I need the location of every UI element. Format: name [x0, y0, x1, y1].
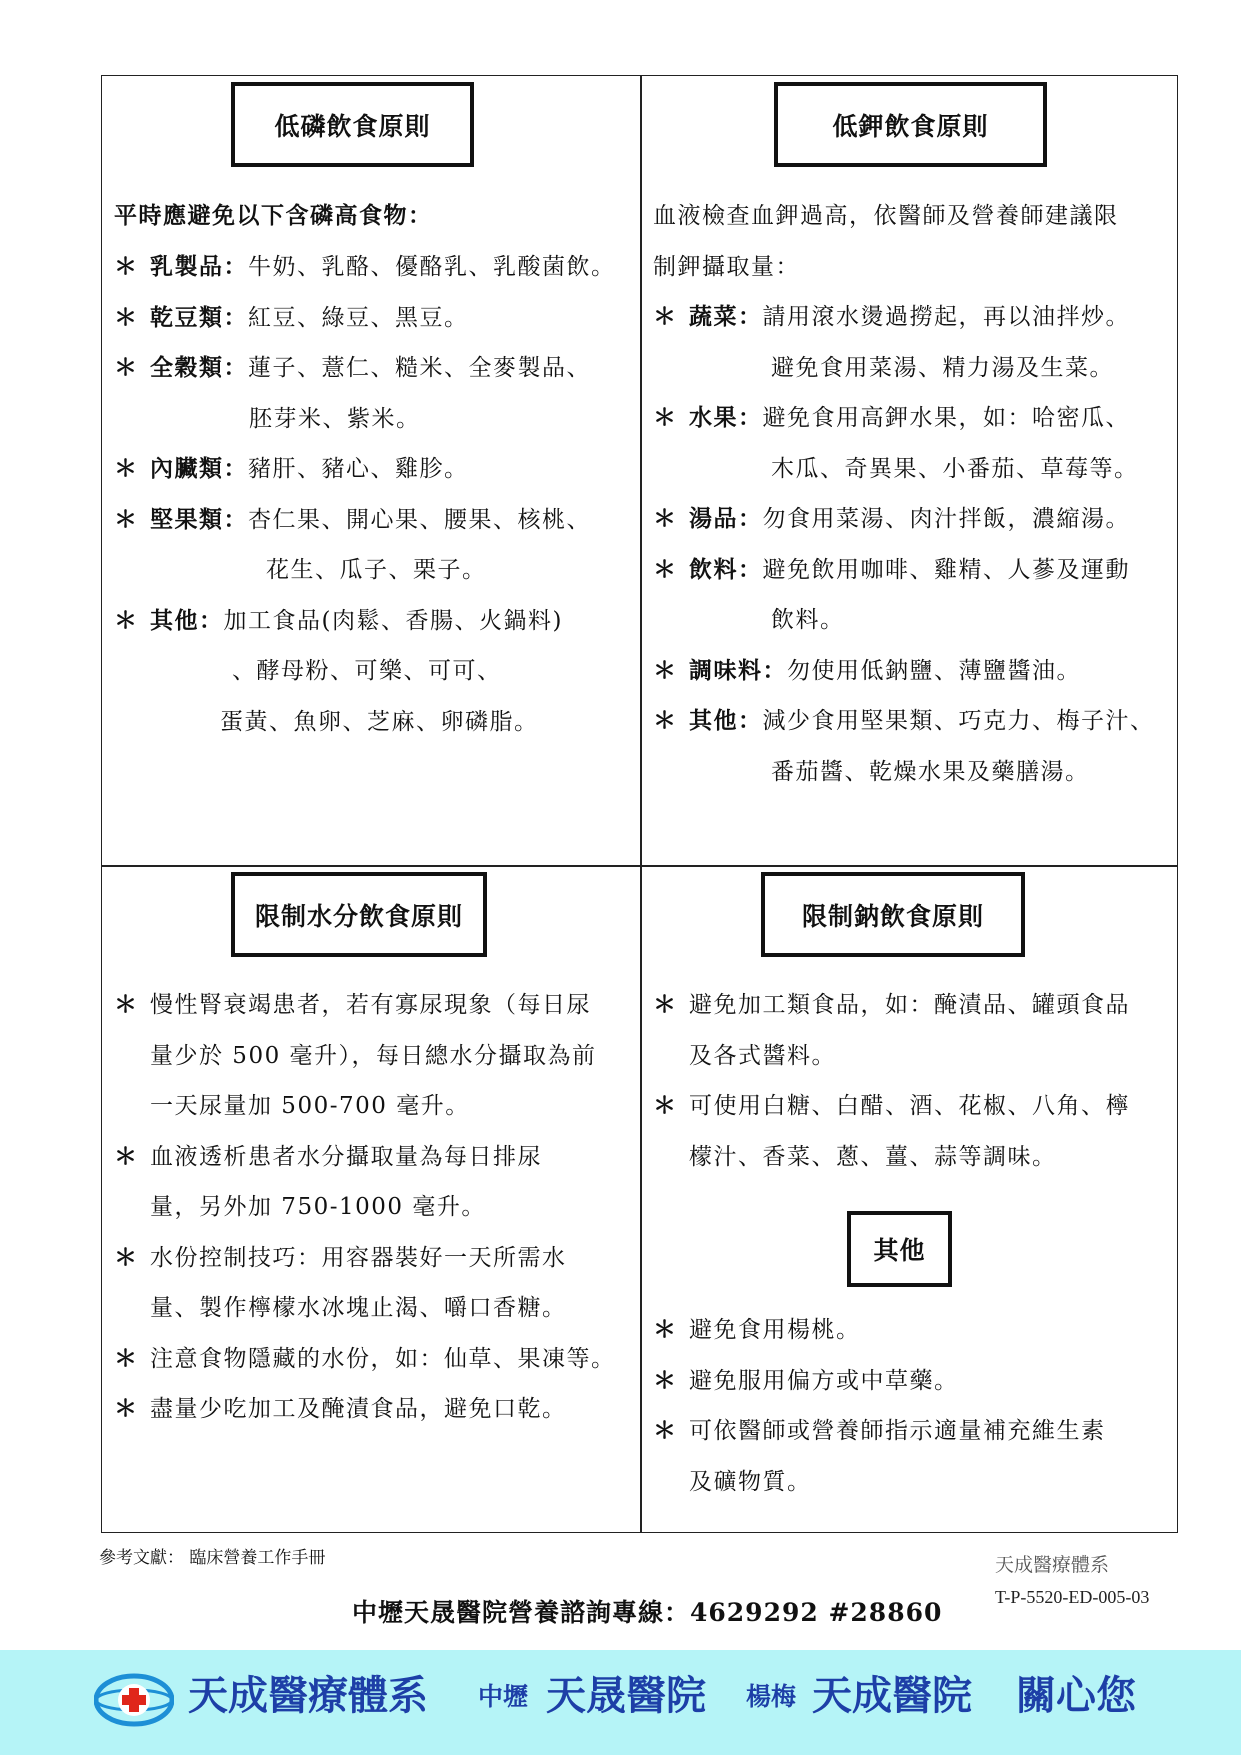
- item-text: 血液透析患者水分攝取量為每日排尿: [150, 1143, 542, 1170]
- list-item: [771, 454, 1139, 484]
- banner-hospital-tiansheng: 天晟醫院: [546, 1673, 706, 1719]
- item-text: 避免飲用咖啡、雞精、人蔘及運動: [762, 556, 1130, 583]
- item-label: 水果：: [689, 404, 763, 431]
- item-text: 量、製作檸檬水冰塊止渴、嚼口香糖。: [150, 1295, 567, 1321]
- list-item: [266, 555, 487, 585]
- item-continuation: 、酵母粉、可樂、可可、: [232, 658, 502, 684]
- banner-system-name: 天成醫療體系: [188, 1673, 428, 1719]
- list-item: [653, 1091, 1130, 1121]
- item-continuation: 避免食用菜湯、精力湯及生菜。: [771, 354, 1114, 381]
- asterisk-bullet: ＊: [653, 1316, 678, 1343]
- asterisk-bullet: ＊: [653, 303, 678, 330]
- item-label: 堅果類：: [150, 505, 248, 533]
- item-text: 減少食用堅果類、巧克力、梅子汁、: [762, 708, 1155, 734]
- item-continuation: 蛋黃、魚卵、芝麻、卵磷脂。: [220, 708, 539, 735]
- red-cross-globe-icon: [94, 1670, 174, 1730]
- list-item: [114, 252, 616, 282]
- section-title: 限制水分飲食原則: [231, 872, 487, 957]
- list-item: [653, 1416, 1106, 1446]
- item-text: 請用滾水燙過撈起，再以油拌炒。: [762, 304, 1130, 330]
- item-continuation: 飲料。: [771, 607, 845, 633]
- document-code: T-P-5520-ED-005-03: [995, 1587, 1150, 1607]
- list-item: [653, 990, 1130, 1020]
- section-title: 限制鈉飲食原則: [761, 872, 1025, 957]
- item-text: 牛奶、乳酪、優酪乳、乳酸菌飲。: [248, 254, 616, 280]
- list-item: [653, 555, 1130, 585]
- list-item: [771, 605, 845, 635]
- water-restriction-section: [102, 866, 640, 1533]
- list-item: [114, 1142, 542, 1172]
- item-text: 注意食物隱藏的水份，如：仙草、果凍等。: [150, 1345, 616, 1372]
- banner-location-zhongli: 中壢: [478, 1682, 529, 1711]
- list-item: [114, 303, 469, 333]
- asterisk-bullet: ＊: [114, 253, 139, 280]
- list-item: [114, 1344, 616, 1374]
- section-title: 低鉀飲食原則: [774, 82, 1047, 167]
- banner-location-yangmei: 楊梅: [746, 1682, 797, 1711]
- item-label: 其他：: [150, 606, 224, 634]
- item-text: 水份控制技巧：用容器裝好一天所需水: [150, 1244, 567, 1271]
- item-text: 慢性腎衰竭患者，若有寡尿現象（每日尿: [150, 992, 591, 1018]
- item-text: 可使用白糖、白醋、酒、花椒、八角、檸: [689, 1093, 1130, 1119]
- list-item: [150, 1091, 470, 1121]
- item-label: 內臟類：: [150, 455, 248, 482]
- asterisk-bullet: ＊: [114, 1344, 139, 1372]
- item-label: 蔬菜：: [689, 303, 763, 330]
- banner-hospital-tiancheng: 天成醫院: [812, 1673, 972, 1719]
- list-item: [653, 403, 1130, 433]
- asterisk-bullet: ＊: [653, 1417, 678, 1444]
- item-label: 其他：: [689, 707, 763, 734]
- list-item: [150, 1192, 486, 1222]
- low-potassium-section: [641, 76, 1178, 865]
- item-continuation: 木瓜、奇異果、小番茄、草莓等。: [771, 455, 1139, 482]
- list-item: [114, 606, 563, 636]
- item-label: 乾豆類：: [150, 303, 248, 331]
- asterisk-bullet: ＊: [114, 1395, 139, 1422]
- sodium-restriction-section: [641, 866, 1178, 1533]
- list-item: [114, 990, 591, 1020]
- list-item: [114, 1394, 567, 1424]
- item-label: 飲料：: [689, 555, 763, 583]
- asterisk-bullet: ＊: [114, 303, 139, 331]
- asterisk-bullet: ＊: [653, 656, 678, 684]
- item-text: 避免加工類食品，如：醃漬品、罐頭食品: [689, 992, 1130, 1018]
- item-label: 調味料：: [689, 656, 787, 684]
- list-item: [771, 353, 1114, 383]
- item-text: 蓮子、薏仁、糙米、全麥製品、: [248, 355, 591, 381]
- low-phosphorus-section: [102, 76, 640, 865]
- list-item: [249, 404, 421, 434]
- item-text: 量，另外加 750-1000 毫升。: [150, 1194, 486, 1220]
- asterisk-bullet: ＊: [114, 505, 139, 533]
- asterisk-bullet: ＊: [653, 1092, 678, 1119]
- item-text: 及各式醬料。: [689, 1042, 836, 1069]
- list-item: [653, 1315, 861, 1345]
- section-intro: 平時應避免以下含磷高食物：: [114, 202, 433, 229]
- item-text: 量少於 500 毫升），每日總水分攝取為前: [150, 1042, 597, 1069]
- section-intro-cont: 制鉀攝取量：: [653, 254, 800, 280]
- item-continuation: 胚芽米、紫米。: [249, 405, 421, 432]
- list-item: [114, 454, 469, 484]
- asterisk-bullet: ＊: [653, 1366, 678, 1394]
- item-continuation: 花生、瓜子、栗子。: [266, 557, 487, 583]
- item-text: 豬肝、豬心、雞胗。: [248, 456, 469, 482]
- item-text: 避免食用楊桃。: [689, 1317, 861, 1343]
- item-label: 湯品：: [689, 505, 763, 532]
- list-item: [653, 656, 1081, 686]
- item-text: 避免服用偏方或中草藥。: [689, 1367, 959, 1394]
- section-title: 低磷飲食原則: [231, 82, 474, 167]
- item-label: 全穀類：: [150, 354, 248, 381]
- asterisk-bullet: ＊: [114, 455, 139, 482]
- organization-name: 天成醫療體系: [995, 1555, 1110, 1576]
- item-text: 紅豆、綠豆、黑豆。: [248, 304, 469, 331]
- list-item: [150, 1293, 567, 1323]
- item-text: 杏仁果、開心果、腰果、核桃、: [248, 506, 591, 533]
- list-item: [232, 656, 502, 686]
- item-text: 及礦物質。: [689, 1468, 812, 1495]
- list-item: [653, 504, 1130, 534]
- list-item: [653, 706, 1155, 736]
- asterisk-bullet: ＊: [114, 1142, 139, 1170]
- list-item: [114, 1243, 567, 1273]
- item-text: 檬汁、香菜、蔥、薑、蒜等調味。: [689, 1143, 1057, 1170]
- item-text: 一天尿量加 500-700 毫升。: [150, 1093, 470, 1119]
- item-text: 盡量少吃加工及醃漬食品，避免口乾。: [150, 1396, 567, 1422]
- list-item: [653, 302, 1130, 332]
- list-item: [114, 505, 591, 535]
- asterisk-bullet: ＊: [114, 606, 139, 634]
- list-item: [220, 707, 539, 737]
- item-text: 勿食用菜湯、肉汁拌飯，濃縮湯。: [762, 506, 1130, 532]
- item-text: 加工食品(肉鬆、香腸、火鍋料): [223, 607, 563, 634]
- item-text: 避免食用高鉀水果，如：哈密瓜、: [762, 405, 1130, 431]
- list-item: [653, 1366, 959, 1396]
- guideline-grid: [101, 75, 1178, 1533]
- section-intro: 血液檢查血鉀過高，依醫師及營養師建議限: [653, 203, 1119, 229]
- hospital-banner: [0, 1650, 1241, 1755]
- asterisk-bullet: ＊: [114, 991, 139, 1018]
- asterisk-bullet: ＊: [114, 354, 139, 381]
- asterisk-bullet: ＊: [653, 404, 678, 431]
- section-title: 其他: [847, 1211, 952, 1287]
- list-item: [150, 1041, 597, 1071]
- asterisk-bullet: ＊: [114, 1243, 139, 1271]
- banner-care-slogan: 關心您: [1016, 1673, 1136, 1719]
- asterisk-bullet: ＊: [653, 505, 678, 532]
- list-item: [114, 353, 591, 383]
- item-text: 勿使用低鈉鹽、薄鹽醬油。: [787, 657, 1081, 684]
- item-text: 可依醫師或營養師指示適量補充維生素: [689, 1418, 1106, 1444]
- item-continuation: 番茄醬、乾燥水果及藥膳湯。: [771, 758, 1090, 785]
- asterisk-bullet: ＊: [653, 991, 678, 1018]
- asterisk-bullet: ＊: [653, 555, 678, 583]
- list-item: [689, 1467, 812, 1497]
- reference-note: 參考文獻： 臨床營養工作手冊: [99, 1548, 326, 1568]
- nutrition-hotline: 中壢天晟醫院營養諮詢專線：4629292 #28860: [352, 1598, 943, 1627]
- item-label: 乳製品：: [150, 253, 248, 280]
- list-item: [689, 1142, 1057, 1172]
- list-item: [689, 1041, 836, 1071]
- asterisk-bullet: ＊: [653, 707, 678, 734]
- list-item: [771, 757, 1090, 787]
